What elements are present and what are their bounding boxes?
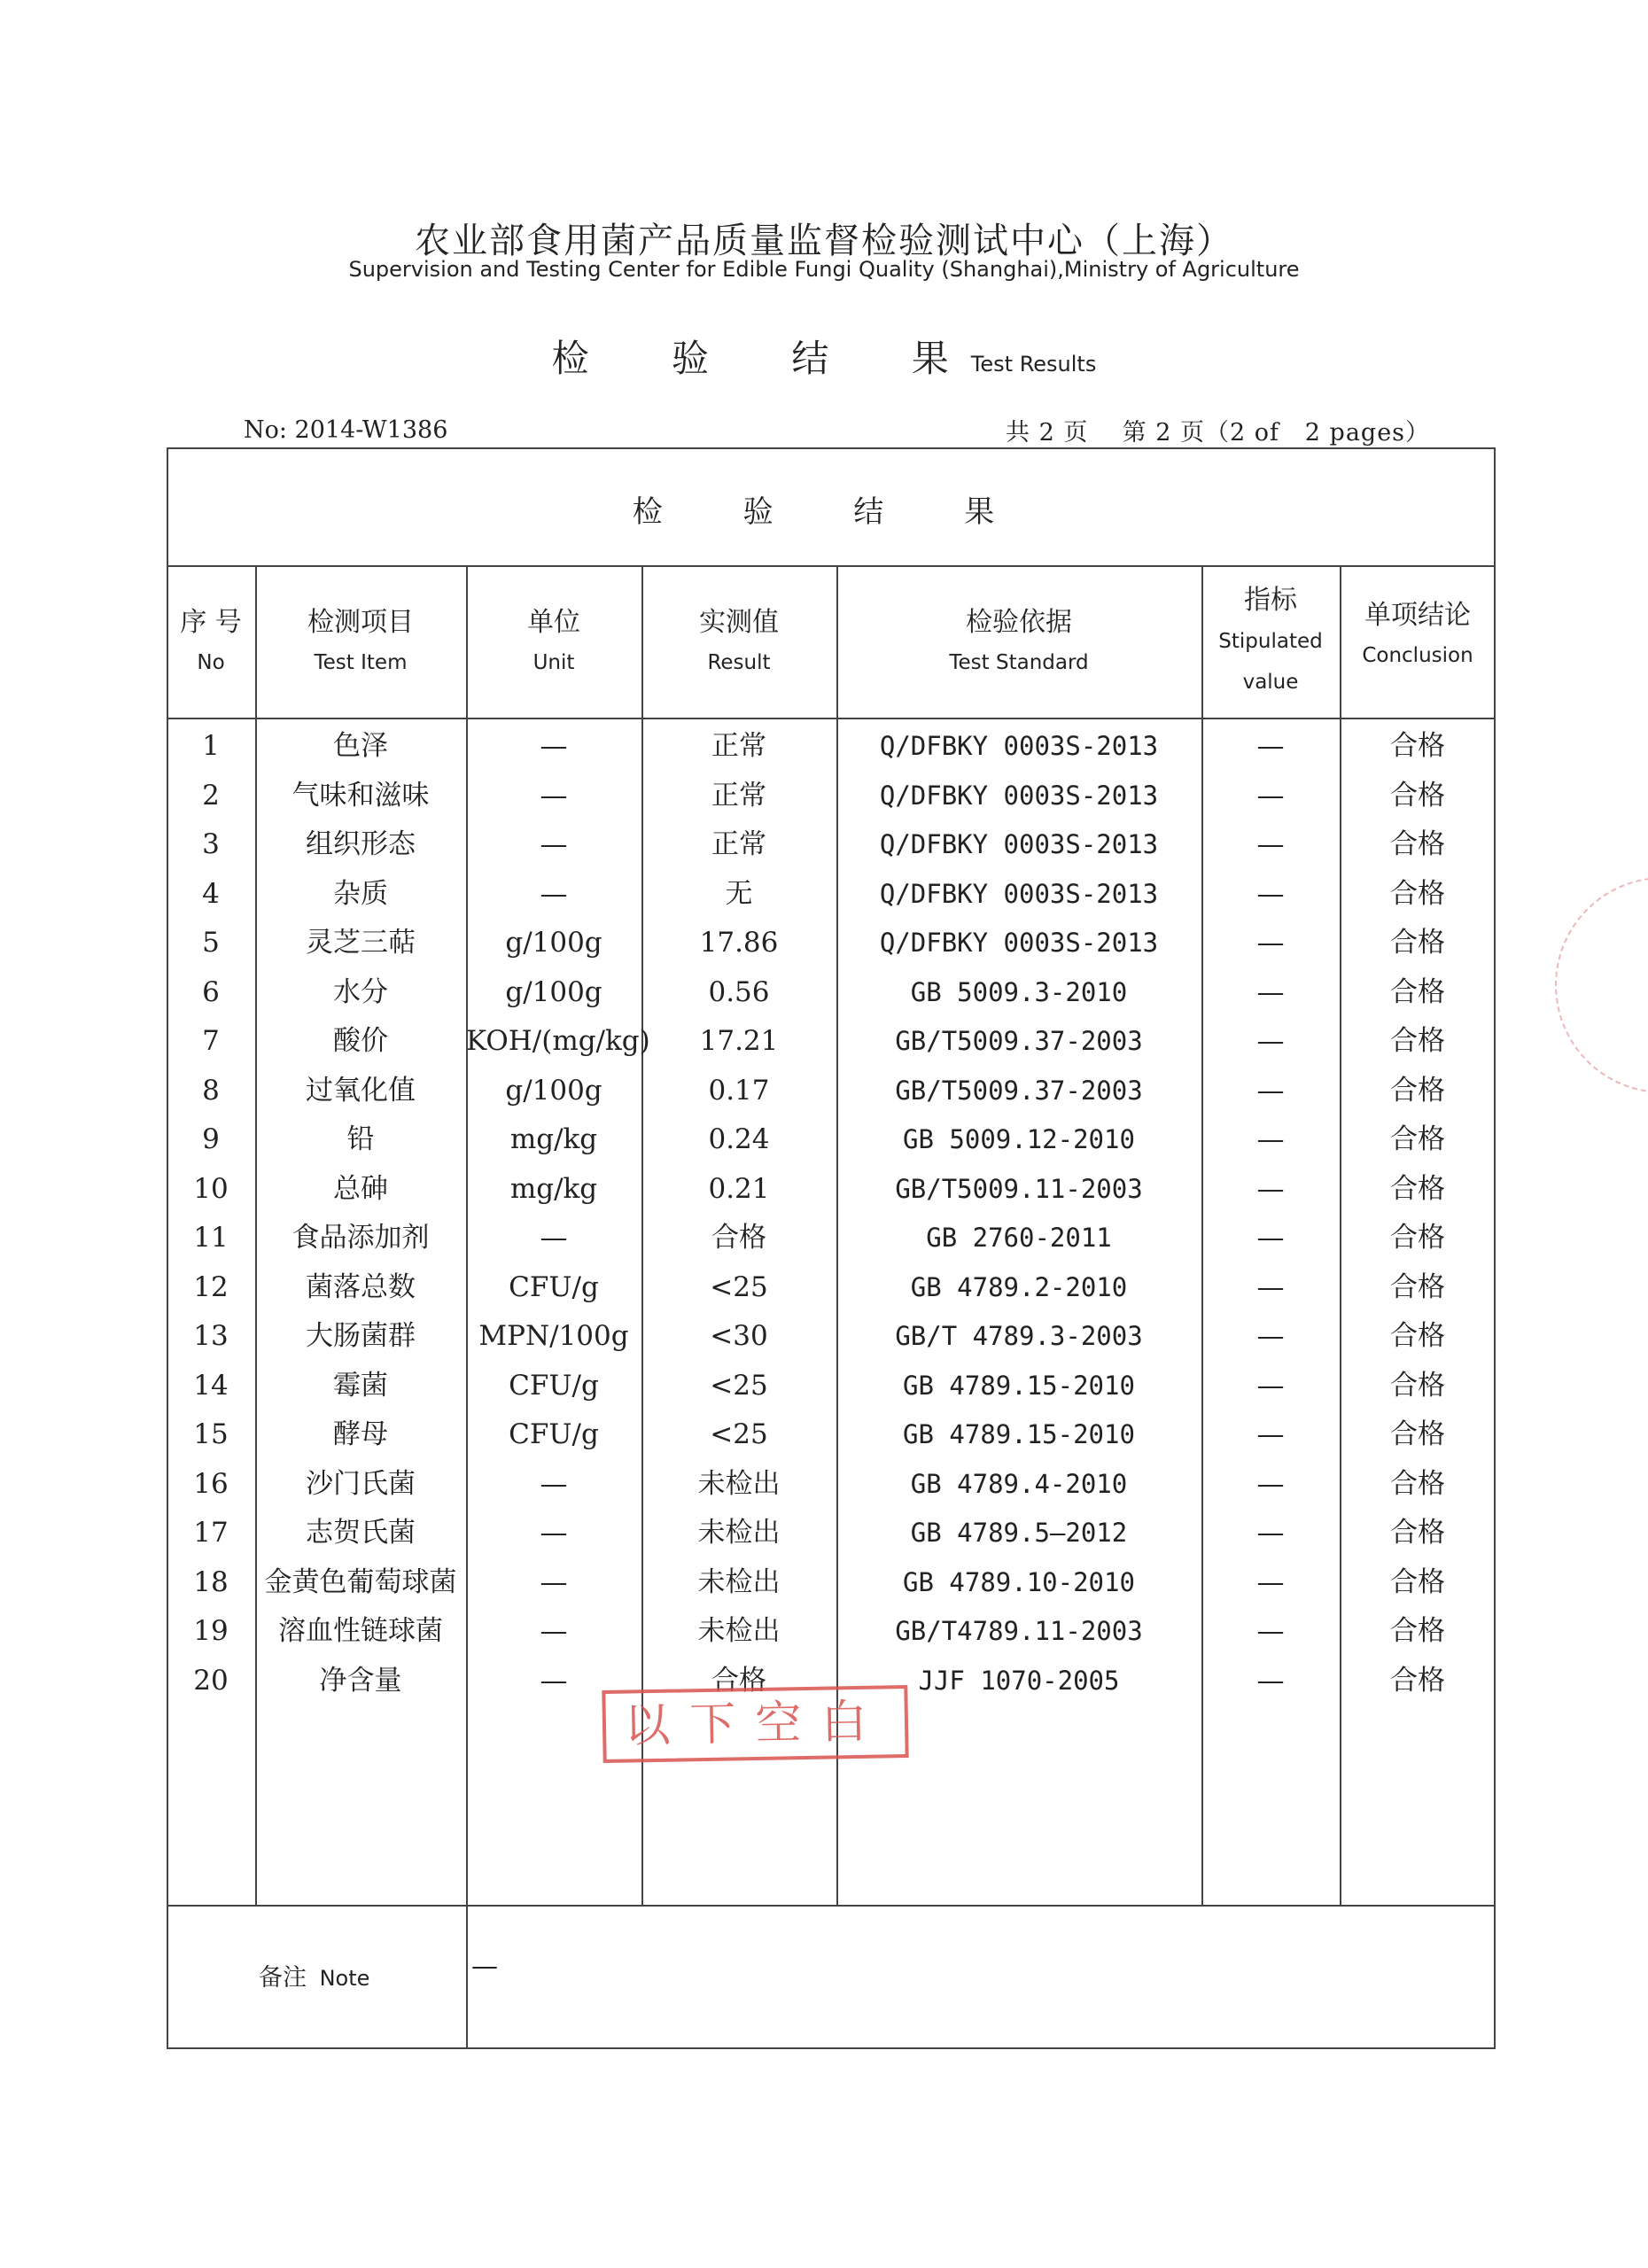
cell-result: <30 (710, 1320, 768, 1352)
cell-stipulated-value: — (1256, 1418, 1285, 1450)
col-header-unit (466, 602, 641, 682)
col-header-conclusion (1340, 595, 1496, 675)
cell-result: <25 (710, 1418, 768, 1450)
col-header-zh: 单项结论 (1364, 600, 1471, 631)
cell-unit: MPN/100g (478, 1320, 629, 1352)
cell-stipulated-value: — (1256, 1074, 1285, 1107)
cell-result: 合格 (711, 1664, 766, 1697)
cell-conclusion: 合格 (1390, 1517, 1445, 1549)
cell-conclusion: 合格 (1390, 1172, 1445, 1205)
col-header-en: Conclusion (1362, 644, 1473, 667)
cell-unit: — (540, 1222, 568, 1254)
cell-stipulated-value: — (1256, 828, 1285, 860)
cell-stipulated-value: — (1256, 779, 1285, 812)
cell-result: 正常 (711, 730, 766, 762)
cell-test-item: 灵芝三萜 (306, 927, 416, 959)
cell-test-item: 溶血性链球菌 (278, 1615, 443, 1647)
cell-conclusion: 合格 (1390, 1467, 1445, 1500)
cell-stipulated-value: — (1256, 1172, 1285, 1205)
cell-row-number: 11 (193, 1222, 229, 1254)
cell-row-number: 1 (202, 730, 220, 762)
cell-test-standard: GB 5009.3-2010 (910, 976, 1128, 1007)
table-row (167, 1115, 1496, 1165)
cell-result: 0.56 (708, 975, 770, 1008)
cell-conclusion: 合格 (1390, 1664, 1445, 1697)
cell-test-item: 酵母 (333, 1418, 388, 1450)
cell-result: 未检出 (697, 1517, 781, 1549)
cell-stipulated-value: — (1256, 975, 1285, 1008)
cell-test-standard: GB/T5009.11-2003 (895, 1173, 1143, 1204)
cell-conclusion: 合格 (1390, 1320, 1445, 1352)
cell-unit: — (540, 877, 568, 910)
cell-row-number: 19 (193, 1615, 229, 1647)
cell-conclusion: 合格 (1390, 1270, 1445, 1303)
cell-conclusion: 合格 (1390, 877, 1445, 910)
table-row (167, 1017, 1496, 1067)
cell-test-standard: GB 4789.15-2010 (903, 1419, 1135, 1449)
cell-test-item: 金黄色葡萄球菌 (264, 1565, 457, 1598)
cell-stipulated-value: — (1256, 1222, 1285, 1254)
cell-row-number: 17 (193, 1517, 229, 1549)
cell-unit: g/100g (505, 975, 602, 1008)
cell-test-item: 铅 (346, 1123, 375, 1155)
cell-row-number: 18 (193, 1565, 229, 1598)
cell-test-standard: Q/DFBKY 0003S-2013 (879, 928, 1159, 958)
cell-test-item: 食品添加剂 (292, 1222, 430, 1254)
title-en: Test Results (970, 352, 1097, 377)
cell-test-standard: Q/DFBKY 0003S-2013 (879, 731, 1159, 761)
cell-conclusion: 合格 (1390, 1418, 1445, 1450)
col-header-en: Stipulated value (1218, 630, 1323, 694)
cell-unit: — (540, 1467, 568, 1500)
cell-conclusion: 合格 (1390, 1615, 1445, 1647)
table-row (167, 820, 1496, 870)
cell-row-number: 3 (202, 828, 220, 860)
cell-row-number: 9 (202, 1123, 220, 1155)
cell-unit: CFU/g (509, 1418, 599, 1450)
cell-test-item: 沙门氏菌 (306, 1467, 416, 1500)
cell-test-standard: GB 4789.10-2010 (903, 1566, 1135, 1597)
cell-test-standard: GB/T4789.11-2003 (895, 1616, 1143, 1646)
col-header-zh: 检验依据 (966, 607, 1072, 638)
cell-unit: g/100g (505, 1074, 602, 1107)
official-seal-edge (1555, 877, 1648, 1093)
cell-result: 合格 (711, 1222, 766, 1254)
cell-conclusion: 合格 (1390, 828, 1445, 860)
cell-row-number: 7 (202, 1025, 220, 1057)
cell-unit: mg/kg (509, 1172, 598, 1205)
document-title (0, 330, 1648, 383)
cell-stipulated-value: — (1256, 1517, 1285, 1549)
cell-test-standard: GB 5009.12-2010 (903, 1124, 1135, 1154)
cell-stipulated-value: — (1256, 730, 1285, 762)
cell-stipulated-value: — (1256, 1025, 1285, 1057)
cell-row-number: 20 (193, 1664, 229, 1697)
cell-row-number: 4 (202, 877, 220, 910)
table-row (167, 1214, 1496, 1263)
cell-conclusion: 合格 (1390, 975, 1445, 1008)
col-header-item (255, 602, 466, 682)
cell-test-standard: GB/T5009.37-2003 (895, 1075, 1143, 1106)
cell-conclusion: 合格 (1390, 1074, 1445, 1107)
table-row (167, 722, 1496, 772)
cell-test-item: 霉菌 (333, 1369, 388, 1402)
col-header-zh: 指标 (1244, 585, 1297, 616)
cell-conclusion: 合格 (1390, 927, 1445, 959)
cell-test-standard: GB/T 4789.3-2003 (895, 1321, 1143, 1351)
cell-test-item: 色泽 (333, 730, 388, 762)
cell-unit: CFU/g (509, 1270, 599, 1303)
header-divider (167, 718, 1496, 719)
cell-test-item: 杂质 (333, 877, 388, 910)
cell-row-number: 2 (202, 779, 220, 812)
cell-result: <25 (710, 1369, 768, 1402)
page-info: 共 2 页 第 2 页（2 of 2 pages） (1006, 419, 1431, 447)
table-row (167, 1460, 1496, 1510)
cell-conclusion: 合格 (1390, 1369, 1445, 1402)
cell-result: 17.86 (699, 927, 779, 959)
table-row (167, 919, 1496, 968)
table-row (167, 968, 1496, 1018)
cell-unit: — (540, 779, 568, 812)
cell-test-item: 气味和滋味 (292, 779, 430, 812)
cell-result: 正常 (711, 828, 766, 860)
cell-stipulated-value: — (1256, 1467, 1285, 1500)
cell-test-standard: GB 4789.4-2010 (910, 1468, 1128, 1499)
cell-result: 未检出 (697, 1467, 781, 1500)
cell-stipulated-value: — (1256, 1320, 1285, 1352)
col-header-en: No (197, 651, 225, 674)
cell-test-standard: Q/DFBKY 0003S-2013 (879, 878, 1159, 909)
cell-unit: KOH/(mg/kg) (466, 1025, 650, 1057)
blank-below-stamp: 以下空白 (602, 1685, 908, 1763)
report-number: No: 2014-W1386 (244, 416, 448, 444)
cell-unit: — (540, 828, 568, 860)
title-zh: 检 验 结 果 (551, 337, 984, 380)
cell-conclusion: 合格 (1390, 779, 1445, 812)
table-row (167, 1165, 1496, 1215)
col-header-zh: 序 号 (180, 607, 242, 638)
cell-unit: g/100g (505, 927, 602, 959)
cell-result: 0.17 (708, 1074, 770, 1107)
cell-test-standard: GB 4789.2-2010 (910, 1271, 1128, 1302)
cell-result: 0.21 (708, 1172, 770, 1205)
table-row (167, 1362, 1496, 1411)
cell-conclusion: 合格 (1390, 1222, 1445, 1254)
col-header-zh: 检测项目 (307, 607, 414, 638)
cell-unit: — (540, 1664, 568, 1697)
table-row (167, 1607, 1496, 1657)
note-label-en: Note (319, 1966, 370, 1991)
cell-test-item: 净含量 (319, 1664, 402, 1697)
col-header-en: Result (707, 651, 771, 674)
note-label (259, 1958, 369, 1992)
cell-unit: CFU/g (509, 1369, 599, 1402)
cell-stipulated-value: — (1256, 1565, 1285, 1598)
cell-test-item: 酸价 (333, 1025, 388, 1057)
cell-unit: — (540, 730, 568, 762)
cell-result: <25 (710, 1270, 768, 1303)
cell-unit: — (540, 1565, 568, 1598)
cell-test-item: 菌落总数 (306, 1270, 416, 1303)
cell-test-standard: GB 4789.5—2012 (910, 1518, 1128, 1548)
table-row (167, 1312, 1496, 1362)
col-header-zh: 实测值 (699, 607, 779, 638)
cell-row-number: 13 (193, 1320, 229, 1352)
cell-row-number: 8 (202, 1074, 220, 1107)
cell-stipulated-value: — (1256, 1270, 1285, 1303)
cell-unit: — (540, 1517, 568, 1549)
col-header-result (641, 602, 836, 682)
cell-conclusion: 合格 (1390, 730, 1445, 762)
table-row (167, 870, 1496, 920)
table-body (167, 722, 1496, 1705)
cell-unit: mg/kg (509, 1123, 598, 1155)
note-label-zh: 备注 (259, 1964, 307, 1992)
cell-test-item: 水分 (333, 975, 388, 1008)
cell-row-number: 12 (193, 1270, 229, 1303)
table-row (167, 772, 1496, 821)
cell-stipulated-value: — (1256, 877, 1285, 910)
box-title: 检 验 结 果 (632, 494, 1030, 530)
cell-row-number: 14 (193, 1369, 229, 1402)
cell-result: 0.24 (708, 1123, 770, 1155)
cell-stipulated-value: — (1256, 1369, 1285, 1402)
cell-result: 未检出 (697, 1565, 781, 1598)
cell-result: 无 (725, 877, 753, 910)
cell-stipulated-value: — (1256, 1123, 1285, 1155)
box-title-divider (167, 565, 1496, 567)
col-header-standard (836, 602, 1201, 682)
col-header-en: Test Standard (949, 651, 1089, 674)
report-header-en: Supervision and Testing Center for Edible Fungi Quality (Shanghai),Ministry of Agriculture (348, 257, 1300, 282)
col-header-stipulated (1201, 580, 1340, 703)
col-header-zh: 单位 (527, 607, 580, 638)
cell-stipulated-value: — (1256, 1664, 1285, 1697)
cell-stipulated-value: — (1256, 927, 1285, 959)
cell-row-number: 15 (193, 1418, 229, 1450)
table-row (167, 1509, 1496, 1558)
cell-stipulated-value: — (1256, 1615, 1285, 1647)
cell-test-standard: GB 2760-2011 (926, 1223, 1112, 1253)
cell-conclusion: 合格 (1390, 1025, 1445, 1057)
cell-result: 17.21 (699, 1025, 779, 1057)
report-header-zh: 农业部食用菌产品质量监督检验测试中心（上海） (415, 221, 1233, 261)
col-header-en: Unit (532, 651, 575, 674)
col-header-en: Test Item (314, 651, 408, 674)
cell-result: 未检出 (697, 1615, 781, 1647)
cell-row-number: 5 (202, 927, 220, 959)
cell-row-number: 10 (193, 1172, 229, 1205)
cell-test-standard: JJF 1070-2005 (918, 1665, 1120, 1696)
table-row (167, 1410, 1496, 1460)
table-row (167, 1558, 1496, 1608)
table-row (167, 1263, 1496, 1313)
cell-test-item: 组织形态 (306, 828, 416, 860)
cell-test-standard: Q/DFBKY 0003S-2013 (879, 829, 1159, 859)
cell-conclusion: 合格 (1390, 1123, 1445, 1155)
cell-conclusion: 合格 (1390, 1565, 1445, 1598)
cell-row-number: 6 (202, 975, 220, 1008)
cell-test-item: 志贺氏菌 (306, 1517, 416, 1549)
cell-test-standard: Q/DFBKY 0003S-2013 (879, 780, 1159, 811)
note-divider (167, 1905, 1496, 1907)
cell-unit: — (540, 1615, 568, 1647)
col-header-no (167, 602, 255, 682)
cell-test-item: 大肠菌群 (306, 1320, 416, 1352)
cell-test-standard: GB/T5009.37-2003 (895, 1026, 1143, 1056)
table-row (167, 1067, 1496, 1116)
cell-result: 正常 (711, 779, 766, 812)
cell-test-item: 总砷 (333, 1172, 388, 1205)
note-value: — (471, 1951, 498, 1982)
cell-row-number: 16 (193, 1467, 229, 1500)
cell-test-item: 过氧化值 (306, 1074, 416, 1107)
cell-test-standard: GB 4789.15-2010 (903, 1370, 1135, 1401)
